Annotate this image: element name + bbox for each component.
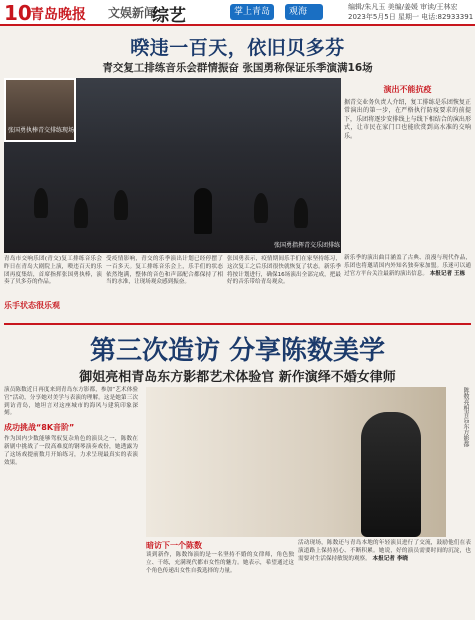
article2-headline: 第三次造访 分享陈数美学 [89,336,386,366]
editor-line1: 编辑/朱凡玉 美编/姜媛 审读/王林宏 [348,3,458,11]
article2-col1-text: 演员陈数近日再度来到青岛东方影都，参加“艺术体验官”活动，分享她对美学与表演的理解。这是她第三次到访青岛，她坦言对这座城市的海风与建筑印象深刻。 [4,387,138,417]
article2-col2: 谈到新作，陈数饰演的是一名坚持不婚的女律师，角色独立、干练，充满现代都市女性的魅力。她表示，希望通过这个角色传递出女性自我选择的力量。 [146,552,294,574]
site-badge[interactable]: 观海 [285,4,323,20]
sidebar-heading: 演出不能抗疫 [383,85,432,94]
article1-col4-text: 新乐季的演出曲目涵盖了古典、浪漫与现代作品，乐团也将邀请国内外知名独奏家加盟。乐迷可以通过官方平台关注最新的演出信息。 [344,255,471,277]
column-label: 文娱新闻 [108,6,157,20]
page-number: 10 [4,1,32,25]
sidebar-column [344,78,471,141]
article1-col3: 张国勇表示，疫情期间乐手们在家坚持练习，这次复工之后乐团很快就恢复了状态。新乐季将按计划进行，确保16场演出全部完成，把最好的音乐带给青岛观众。 [227,256,341,286]
sidebar-text: 据青交业务负责人介绍，复工排练是乐团恢复正常演出的第一步，在严格执行防疫要求的前提下，乐团将逐步安排线上与线下相结合的演出形式，让市民在家门口也能欣赏到高水准的交响乐。 [344,99,471,140]
article1-col1: 青岛市交响乐团(青交)复工排练音乐会昨日在青岛大剧院上演，暌违百天的乐团再度集结，首席指挥张国勇执棒，演奏了贝多芬的作品。 [4,256,102,286]
column-sub: 综艺 [152,6,186,26]
inset-caption: 张国勇执棒青交排练现场 [7,127,74,134]
actress-photo [146,387,446,537]
editor-info [348,2,473,22]
article1-col4 [344,255,471,278]
actress-photo-caption: 陈数亮相青岛东方影都 [462,387,469,447]
article1-subheadline: 青交复工排练音乐会群情振奋 张国勇称保证乐季演满16场 [102,62,373,74]
musician-figure [114,190,128,220]
paper-name: 青岛晚报 [30,7,86,23]
editor-line2: 2023年5月5日 星期一 电话:82933391 [348,13,474,21]
musician-figure [34,188,48,218]
masthead [0,0,475,26]
article2-col1-text2: 作为国内少数能够驾驭复杂角色的演员之一，陈数在新剧中挑战了一段高难度的钢琴演奏戏份，她透露为了这场戏提前数月开始练习，力求呈现最真实的表演效果。 [4,436,138,466]
article1-col2: 受疫情影响，青交的乐季演出计划已经停摆了一百多天。复工排练音乐会上，乐手们的状态依然饱满，整体的音色和声部配合都保持了相当的水准，让现场观众感到振奋。 [106,256,223,286]
article2-section-head: 成功挑战“8K音阶” [4,423,75,433]
section-divider [4,323,471,325]
article2-byline: 本报记者 李晓 [372,555,409,562]
stage-caption: 张国勇指挥青交乐团排练 [273,242,340,249]
musician-figure [254,193,268,223]
article2-subheadline: 御姐亮相青岛东方影都艺术体验官 新作演绎不婚女律师 [79,370,396,385]
article2-col3 [298,540,471,563]
conductor-figure [194,188,212,234]
article1-section-head: 乐手状态很乐观 [4,301,60,310]
actress-figure [361,412,421,537]
article2-section-head3: 暗访下一个陈数 [146,541,202,550]
musician-figure [74,198,88,228]
article1-headline: 暌违一百天，依旧贝多芬 [130,37,345,59]
musician-figure [294,198,308,228]
article2-col1 [4,387,138,467]
article1-byline: 本报记者 王栋 [429,270,466,277]
article2-col3-text: 活动现场，陈数还与青岛本地的年轻演员进行了交流，鼓励他们在表演道路上保持初心、不断积累。她说，好的演员需要时间的沉淀，也需要对生活保持敏锐的观察。 [298,540,471,562]
app-badge[interactable]: 掌上青岛 [230,4,274,20]
